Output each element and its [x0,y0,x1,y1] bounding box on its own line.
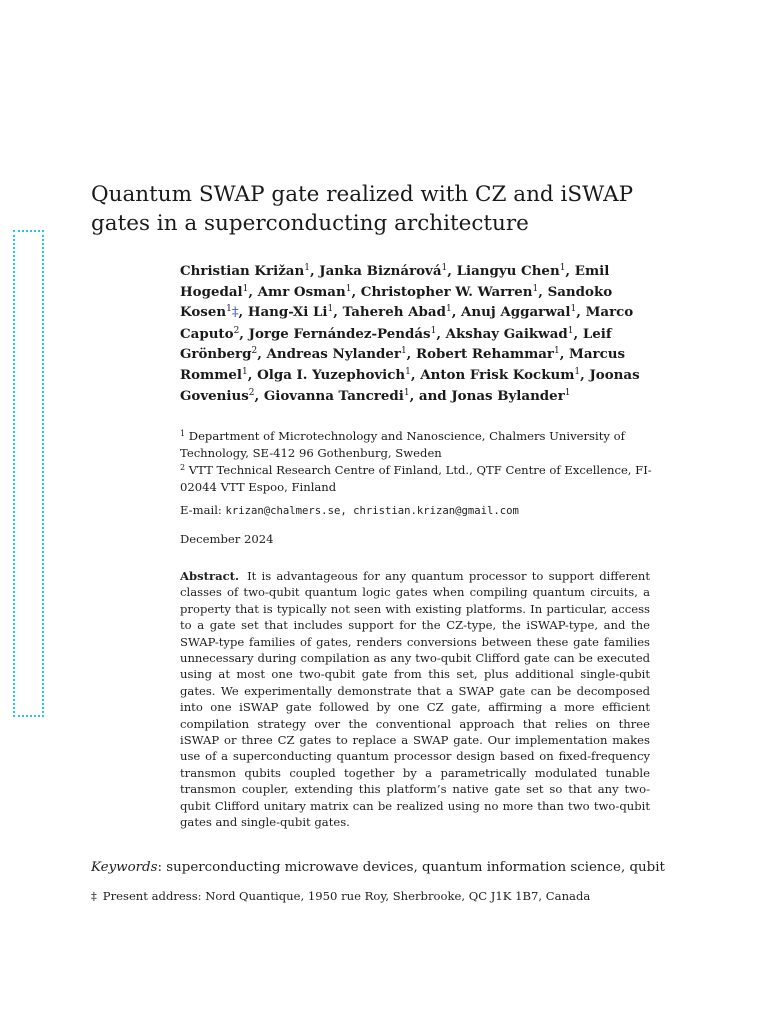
abstract-heading: Abstract. [180,569,240,583]
author-name: Jorge Fernández-Pendás [248,325,431,342]
author-affiliation-mark: 1 [532,283,539,294]
author [257,367,420,383]
affiliation-list [180,428,660,496]
author-affiliation-mark: 1 [553,346,560,357]
affiliation-text: Department of Microtechnology and Nanoscience, Chalmers University of Technology, SE-412 96 Gothenburg, Sweden [180,429,625,460]
author [461,304,586,320]
author-separator: , [409,387,419,404]
affiliation-mark: 2 [180,463,186,472]
affiliation-text: VTT Technical Research Centre of Finland, Ltd., QTF Centre of Excellence, FI-02044 VTT Espoo, Finland [180,463,652,494]
author-separator: , [565,263,575,279]
author [248,304,343,320]
author-affiliation-mark: 1 [441,263,448,273]
author-name: Emil Hogedal [180,263,610,300]
author-separator: , [254,387,264,404]
author [420,367,589,383]
keywords-text: : superconducting microwave devices, quantum information science, qubit [157,860,665,875]
author-separator: , [351,283,361,300]
author-separator: , [576,304,586,321]
author [446,326,583,342]
author-separator: , [436,325,446,342]
author-separator: , [257,346,267,363]
author-affiliation-mark: 1 [445,304,452,315]
author [319,263,456,279]
author-separator: , [239,325,249,342]
author-affiliation-mark: 1 [242,366,248,377]
author [416,346,569,362]
abstract [180,568,650,831]
author-separator: , [406,346,416,363]
author-separator: , [238,304,248,321]
author-name: Robert Rehammar [416,346,554,363]
author-name: Amr Osman [257,283,346,300]
author-affiliation-mark: 1 [403,387,410,398]
author-name: Tahereh Abad [342,304,446,321]
author-affiliation-mark: 1 [226,304,232,315]
author [361,284,548,300]
author-affiliation-mark: 1 [574,366,581,377]
author-name: Hang-Xi Li [247,304,328,321]
affiliation [180,462,660,496]
author-name: Anton Frisk Kockum [420,366,575,383]
author-affiliation-mark: 1 [430,325,437,336]
author-name: Liangyu Chen [456,263,560,279]
abstract-text: It is advantageous for any quantum processor to support different classes of two-qubit quantum logic gates when compiling quantum circuits, a property that is typically not seen with existing platforms. In particular, access to a gate set that includes support for the CZ-type, the iSWAP-type, and the SWAP-type families of gates, renders conversions between these gate families unnecessary during compilation as any two-qubit Clifford gate can be executed using at most one two-qubit gate from this set, plus additional single-qubit gates. We experimentally demonstrate that a SWAP gate can be decomposed into one iSWAP gate followed by one CZ gate, affirming a more efficient compilation strategy over the conventional approach that relies on three iSWAP or three CZ gates to replace a SWAP gate. Our implementation makes use of a superconducting quantum processor design based on fixed-frequency transmon qubits coupled together by a parametrically modulated tunable transmon coupler, extending this platform’s native gate set so that any two-qubit Clifford unitary matrix can be realized using no more than two two-qubit gates and single-qubit gates. [180,569,650,830]
author [419,388,571,404]
email-label: E-mail: [180,503,222,517]
author-affiliation-mark: 1 [304,263,310,273]
author-name: Akshay Gaikwad [445,325,568,342]
author-separator: , [333,304,343,321]
footnote-text: Present address: Nord Quantique, 1950 rue Roy, Sherbrooke, QC J1K 1B7, Canada [102,889,591,903]
author-name: Giovanna Tancredi [263,387,404,404]
keywords [91,858,691,878]
author-affiliation-mark: 1 [405,366,411,377]
author-separator: , [309,263,320,279]
footnote-mark: ‡ [91,889,97,903]
publication-date: December 2024 [180,532,274,546]
author [258,284,361,300]
author-separator: , [451,304,462,321]
author-separator: , [559,346,570,363]
author-affiliation-mark: 2 [251,346,258,357]
author-name: Sandoko Kosen [180,283,613,321]
affiliation-mark: 1 [180,429,186,438]
author-name: Joonas Govenius [180,366,640,404]
email-addresses[interactable]: krizan@chalmers.se, christian.krizan@gmail.com [225,505,519,517]
sidebar-dotted-frame [13,230,44,717]
author-affiliation-mark: 1 [327,304,334,315]
keywords-label: Keywords [91,860,158,875]
author-affiliation-mark: 1 [242,283,249,294]
author-list [180,261,660,406]
footnote [91,888,691,905]
author-name: Andreas Nylander [266,346,401,363]
author [180,263,319,279]
author-separator: , [573,325,583,342]
author-name: and Jonas Bylander [418,387,565,404]
author-name: Anuj Aggarwal [461,304,571,321]
author-footnote-link[interactable]: ‡ [231,305,239,321]
author-affiliation-mark: 1 [567,325,574,336]
author-separator: , [248,283,258,300]
author-separator: , [447,263,457,279]
paper-title: Quantum SWAP gate realized with CZ and iSWAP gates in a superconducting architecture [91,182,634,236]
author-separator: , [538,283,548,300]
author-name: Leif Grönberg [180,325,612,363]
author-name: Marco Caputo [180,304,634,342]
author [267,346,416,362]
author-affiliation-mark: 2 [248,387,255,398]
author-affiliation-mark: 1 [564,387,571,398]
author-separator: , [580,366,590,383]
author [249,326,446,342]
author-name: Olga I. Yuzephovich [257,366,406,383]
author-affiliation-mark: 1 [400,346,407,357]
author-name: Marcus Rommel [180,346,626,383]
author-affiliation-mark: 1 [570,304,577,315]
email-line [180,502,660,520]
author [264,388,419,404]
author [343,304,461,320]
author [457,263,575,279]
author-affiliation-mark: 2 [233,325,240,336]
author-separator: , [410,366,421,383]
author-separator: , [247,366,258,383]
author-name: Christopher W. Warren [360,283,533,300]
author-name: Janka Biznárová [319,263,442,279]
author-affiliation-mark: 1 [559,263,566,273]
author-affiliation-mark: 1 [345,283,352,294]
author-name: Christian Križan [180,263,305,279]
affiliation [180,428,660,462]
